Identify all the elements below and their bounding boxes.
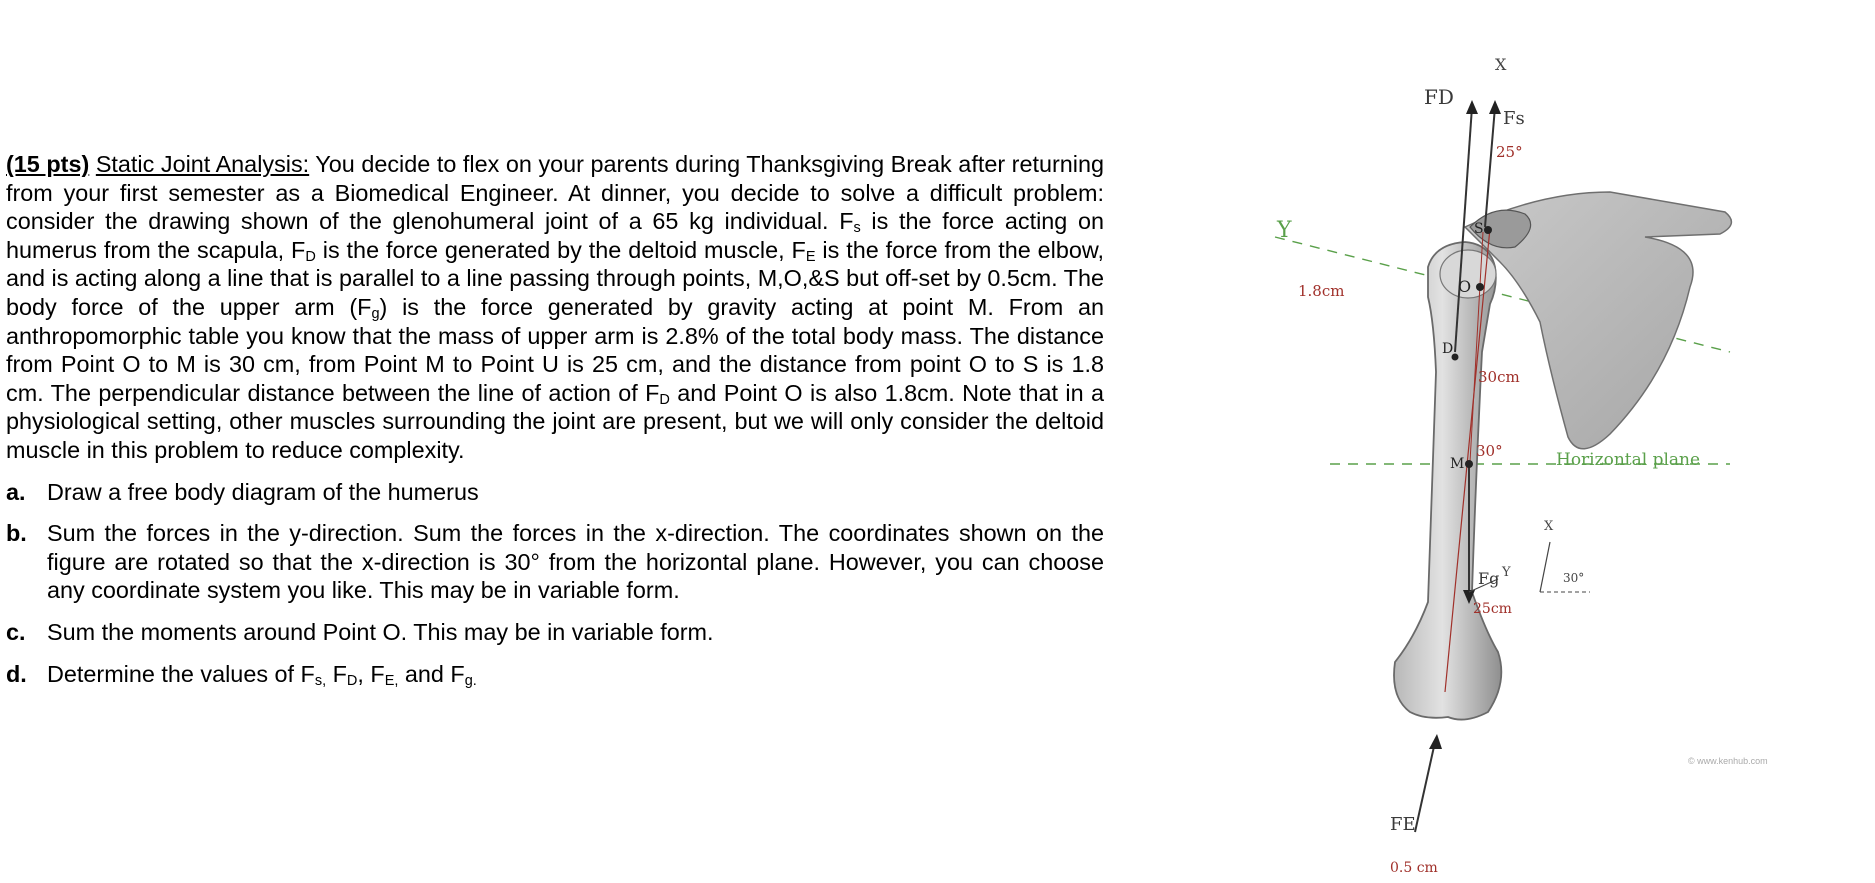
statement-text-3: is the force generated by the deltoid muscle, F [315,236,806,263]
part-letter: a. [6,478,26,505]
problem-statement [6,150,1104,465]
y-axis-label: Y [1277,218,1292,243]
dist-25-label: 25cm [1473,601,1512,617]
subscript-e: E [805,248,816,265]
y-small-label: Y [1502,565,1511,580]
fe-arrow-head [1429,734,1442,749]
fe-arrow-line [1415,742,1435,832]
statement-text-6: and Point O is also 1.8cm. Note that in a physiological setting, other muscles surrounding the joint are present, but we will only consider the deltoid muscle in this problem to reduce complexity. [6,379,1104,463]
glenohumeral-figure [1250,52,1795,882]
part-letter: b. [6,520,27,547]
subscript-g: g [371,306,380,323]
problem-text-block [6,150,1104,688]
part-d-sub-s: s, [314,672,327,689]
point-d-label: D [1442,341,1454,357]
part-d-sub-g: g. [464,672,477,689]
part-d-sub-e: E, [384,672,399,689]
part-item [6,660,1104,689]
angle-30-small-label: 30° [1563,571,1585,585]
part-d-text-4: and F [398,660,465,687]
part-letter: c. [6,618,26,645]
point-o-label: O [1458,277,1472,296]
part-text [47,660,1104,689]
angle-30-label: 30° [1476,442,1503,460]
point-s-label: S [1474,221,1484,237]
statement-text-4: is the force from the elbow, and is acting along a line that is parallel to a line passing through points, M,O,&S but off-set by 0.5cm. The body force of the upper arm (F [6,236,1104,320]
part-text: Sum the moments around Point O. This may be in variable form. [47,618,714,645]
fd-arrow-head [1466,100,1478,114]
humerus-scapula-drawing [1250,52,1795,882]
fg-label: Fg [1478,569,1500,588]
statement-text-5: ) is the force generated by gravity acting at point M. From an anthropomorphic table you know that the mass of upper arm is 2.8% of the total body mass. The distance from Point O to M is 30 cm, from Point M to Point U is 25 cm, and the distance from point O to S is 1.8 cm. The perpendicular distance between the line of action of F [6,293,1104,406]
part-text: Draw a free body diagram of the humerus [47,478,479,505]
fs-arrow-head [1489,100,1501,114]
statement-text-1: You decide to flex on your parents during Thanksgiving Break after returning from your first semester as a Biomedical Engineer. At dinner, you decide to solve a difficult problem: consider the drawing shown of the glenohumeral joint of a 65 kg individual. F [6,151,1104,235]
point-m-dot [1465,460,1473,468]
part-d-text-1: Determine the values of F [47,660,315,687]
x-top-label: X [1495,55,1507,74]
dist-30-label: 30cm [1478,368,1520,386]
subscript-d-2: D [659,391,670,408]
part-d-text-3: , F [357,660,385,687]
x-small-label: X [1544,519,1554,534]
humerus-shape [1394,242,1501,720]
dist-1-8-label: 1.8cm [1298,282,1345,300]
part-text: Sum the forces in the y-direction. Sum the forces in the x-direction. The coordinates shown on the figure are rotated so that the x-direction is 30° from the horizontal plane. However, you can choose any coordinate system you like. This may be in variable form. [47,520,1104,604]
fe-label: FE [1390,814,1416,835]
fs-label: Fs [1503,108,1525,129]
part-item [6,519,1104,605]
horizontal-plane-label: Horizontal plane [1556,450,1701,470]
part-d-text-2: F [326,660,347,687]
problem-heading: Static Joint Analysis: [95,151,310,177]
part-letter: d. [6,660,27,687]
parts-list [6,478,1104,689]
subscript-s: s [853,220,861,237]
credit-label: © www.kenhub.com [1688,756,1768,766]
dist-0-5-label: 0.5 cm [1390,860,1438,876]
part-d-sub-d: D [346,672,358,689]
fs-arrow-line [1485,107,1495,227]
part-item [6,478,1104,507]
point-m-label: M [1450,456,1465,472]
points-label: (15 pts) [6,151,90,177]
subscript-d: D [305,248,316,265]
point-s-dot [1484,226,1492,234]
part-item [6,618,1104,647]
point-o-dot [1476,283,1484,291]
statement-text-2: is the force acting on humerus from the scapula, F [6,208,1104,263]
fd-label: FD [1424,85,1454,109]
angle-25-label: 25° [1496,143,1523,161]
x-small-axis-line [1540,542,1550,592]
